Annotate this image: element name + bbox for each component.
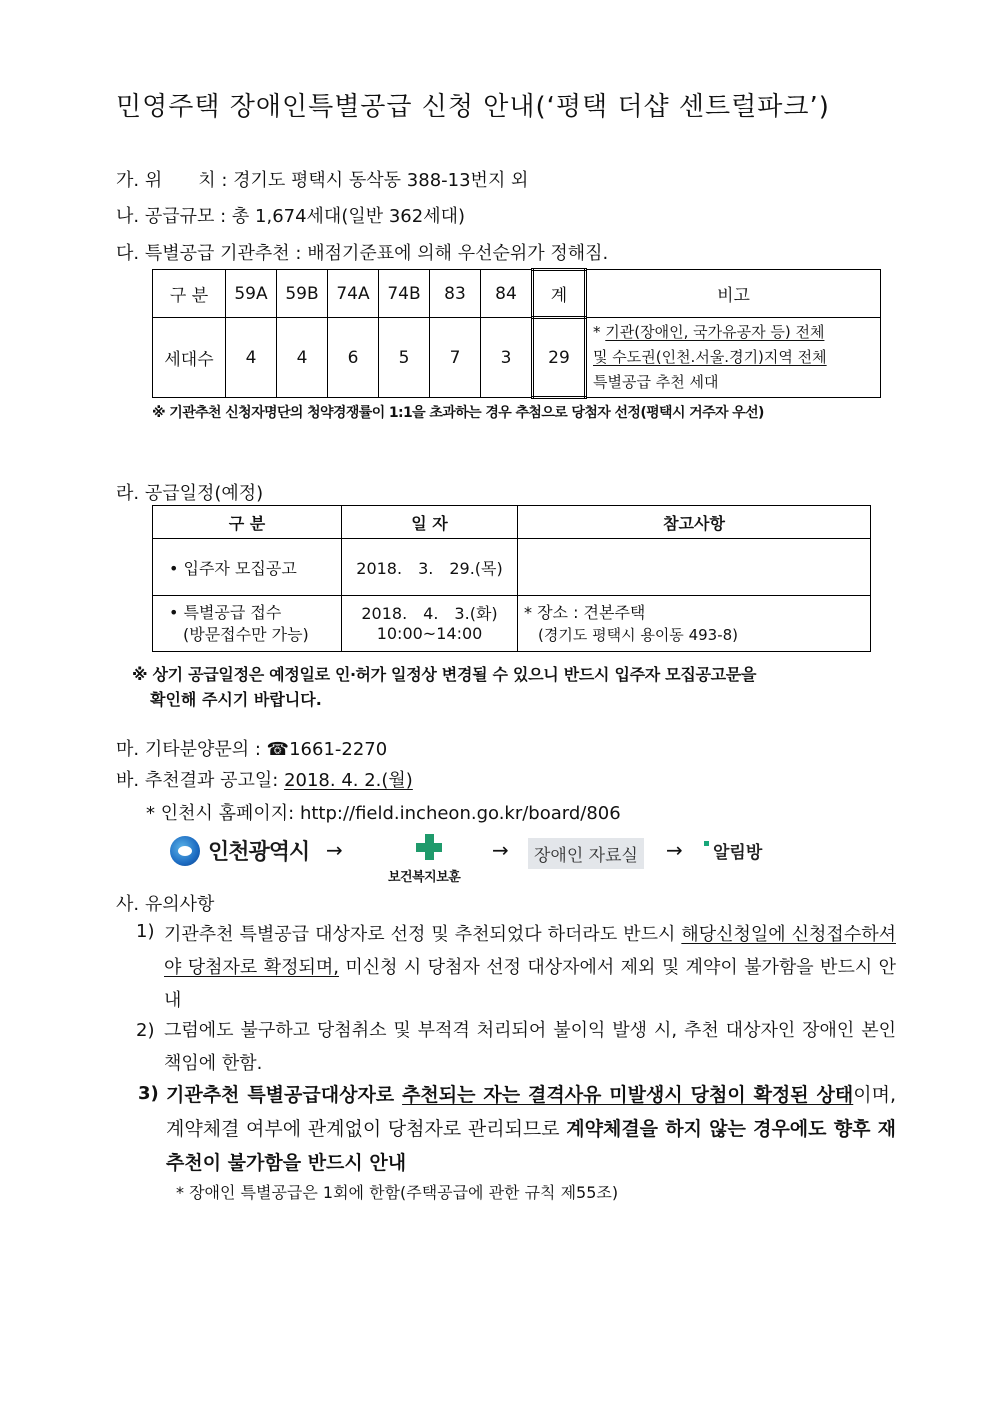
alloc-remark [586,318,881,398]
schedule-heading: 라. 공급일정(예정) [116,483,264,504]
schedule-note-line1: ※ 상기 공급일정은 예정일로 인‧허가 일정상 변경될 수 있으니 반드시 입주자 모집공고문을 [132,665,757,684]
schedule-row2-item-line2: (방문접수만 가능) [183,624,309,644]
notice3-number: 3) [138,1083,159,1104]
notice2-number: 2) [136,1020,155,1041]
notice1-underlined: 해당신청일에 신청접수하셔야 당첨자로 확정되며, [164,924,896,978]
nav-arrow-2: → [492,838,509,862]
schedule-header-date: 일 자 [342,506,518,539]
schedule-row2-note-line2: (경기도 평택시 용이동 493-8) [538,625,739,644]
alloc-value-74b: 5 [379,318,430,398]
inquiry-line [116,735,387,761]
alloc-header-59b: 59B [277,270,328,318]
notice3-text [166,1078,896,1180]
notice3-mid: 이며, 계약체결 여부에 관계없이 당첨자로 관리되므로 [166,1084,897,1140]
alloc-value-59b: 4 [277,318,328,398]
remark-line-2: 및 수도권(인천.서울.경기)지역 전체 [593,348,827,366]
alloc-value-74a: 6 [328,318,379,398]
nav-arrow-3: → [666,838,683,862]
notice2-text: 그럼에도 불구하고 당첨취소 및 부적격 처리되어 불이익 발생 시, 추천 대상자인 장애인 본인 책임에 한함. [164,1020,896,1074]
announce-date-value: 2018. 4. 2.(월) [284,770,413,791]
schedule-table [152,505,871,652]
alloc-header-83: 83 [430,270,481,318]
schedule-note-line2: 확인해 주시기 바랍니다. [150,690,322,709]
health-cross-icon [416,834,442,860]
notice3-underlined: 추천되는 자는 결격사유 미발생시 당첨이 확정된 상태 [402,1084,854,1106]
supply-scale-line [116,202,465,228]
incheon-logo[interactable] [170,835,309,866]
schedule-row2-item-line1: • 특별공급 접수 [169,602,282,622]
alloc-value-83: 7 [430,318,481,398]
schedule-row2-item [153,596,342,652]
schedule-row1-item: • 입주자 모집공고 [153,539,342,596]
schedule-header-category: 구 분 [153,506,342,539]
alloc-row-label: 세대수 [153,318,226,398]
alloc-header-remark: 비고 [586,270,881,318]
remark-line-3: 특별공급 추천 세대 [593,373,719,391]
caution-heading: 사. 유의사항 [116,894,215,915]
alloc-value-84: 3 [481,318,533,398]
inquiry-label: 마. 기타분양문의 : [116,739,267,760]
homepage-link[interactable]: * 인천시 홈페이지: http://field.incheon.go.kr/board/806 [146,803,621,824]
announce-date-line [116,766,413,792]
allocation-note: ※ 기관추천 신청자명단의 청약경쟁률이 1:1을 초과하는 경우 추첨으로 당첨자 선정(평택시 거주자 우선) [152,405,764,421]
schedule-header-note: 참고사항 [518,506,871,539]
alloc-header-74b: 74B [379,270,430,318]
allocation-table [152,268,881,399]
disability-board-tab[interactable]: 장애인 자료실 [528,838,644,869]
remark-line-1: 기관(장애인, 국가유공자 등) 전체 [605,323,825,341]
footnote: * 장애인 특별공급은 1회에 한함(주택공급에 관한 규칙 제55조) [176,1183,619,1202]
incheon-logo-text: 인천광역시 [208,840,310,865]
alloc-header-category: 구 분 [153,270,226,318]
announce-date-label: 바. 추천결과 공고일: [116,770,285,791]
alloc-value-total: 29 [533,318,586,398]
alloc-header-59a: 59A [226,270,277,318]
page-title: 민영주택 장애인특별공급 신청 안내(‘평택 더샵 센트럴파크’) [116,92,830,122]
location-label: 가. 위 치 : [116,170,228,191]
special-supply-label: 다. 특별공급 기관추천 : [116,243,302,264]
health-menu-label[interactable]: 보건복지보훈 [388,870,461,885]
alloc-header-84: 84 [481,270,533,318]
alloc-header-74a: 74A [328,270,379,318]
location-line [116,166,528,192]
special-supply-line [116,239,608,265]
nav-arrow-1: → [326,838,343,862]
supply-scale-value: 총 1,674세대(일반 362세대) [231,206,465,227]
schedule-row2-date [342,596,518,652]
special-supply-value: 배점기준표에 의해 우선순위가 정해짐. [307,243,609,264]
green-bullet-icon [704,841,709,846]
alloc-header-total: 계 [533,270,586,318]
alim-menu[interactable] [704,838,762,863]
alim-menu-label: 알림방 [713,843,763,863]
alloc-value-59a: 4 [226,318,277,398]
schedule-row1-date: 2018. 3. 29.(목) [342,539,518,596]
notice3-bold2: 계약체결을 하지 않는 경우에도 향후 재추천이 불가함을 반드시 안내 [166,1118,896,1174]
schedule-row2-date-line2: 10:00~14:00 [376,623,483,643]
notice1-part1: 기관추천 특별공급 대상자로 선정 및 추천되었다 하더라도 반드시 [164,924,682,945]
schedule-row2-note-line1: * 장소 : 견본주택 [524,602,646,622]
schedule-row1-note [518,539,871,596]
remark-star: * [593,323,606,341]
location-value: 경기도 평택시 동삭동 388-13번지 외 [233,170,529,191]
notice1-text [164,918,896,1017]
notice1-part2: 미신청 시 당첨자 선정 대상자에서 제외 및 계약이 불가함을 반드시 안내 [164,957,896,1011]
incheon-emblem-icon [170,836,200,866]
inquiry-phone: ☎1661-2270 [266,739,388,760]
supply-scale-label: 나. 공급규모 : [116,206,227,227]
notice1-number: 1) [136,921,155,942]
notice3-bold1: 기관추천 특별공급대상자로 [166,1084,403,1106]
schedule-row2-date-line1: 2018. 4. 3.(화) [361,603,498,623]
schedule-row2-note [518,596,871,652]
